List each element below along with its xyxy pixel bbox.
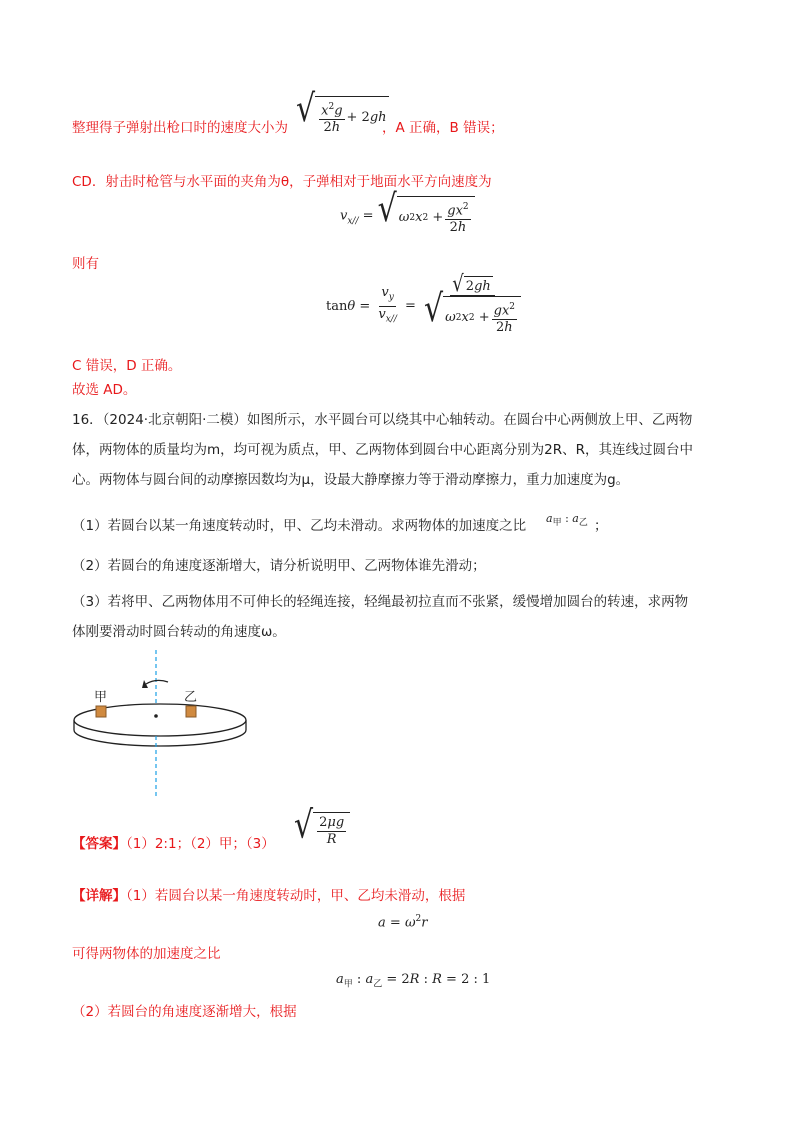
answer-text: （1）2:1；（2）甲；（3） <box>126 836 275 852</box>
formula-centripetal: $a = \omega^2r$ <box>378 914 428 931</box>
detail-line1 <box>72 886 465 906</box>
turntable-figure <box>66 650 266 800</box>
sub1-end: ； <box>594 518 608 534</box>
solution-conclusion: ，A 正确，B 错误； <box>382 120 504 136</box>
detail-line2: 可得两物体的加速度之比 <box>72 946 221 962</box>
question-16-line2: 体，两物体的质量均为m，均可视为质点，甲、乙两物体到圆台中心距离分别为2R、R，其连线过圆台中 <box>72 442 693 458</box>
label-jia: 甲 <box>94 690 108 705</box>
formula-tan-theta: tanθ = $\frac{v_y}{v_{x//}}$ = √ 2 gh √ ω 2 x 2 + $\frac{gx^2}{2h}$ <box>326 276 525 336</box>
sub1-text: （1）若圆台以某一角速度转动时，甲、乙均未滑动。求两物体的加速度之比 <box>72 518 527 534</box>
label-yi: 乙 <box>184 690 198 705</box>
turntable-center <box>154 714 158 718</box>
solution-cd-line: CD．射击时枪管与水平面的夹角为θ，子弹相对于地面水平方向速度为 <box>72 174 492 190</box>
question-16-sub2: （2）若圆台的角速度逐渐增大，请分析说明甲、乙两物体谁先滑动； <box>72 558 486 574</box>
turntable-diagram <box>66 650 266 800</box>
formula-ratio-result: $a_甲$ : $a_乙 = 2R$ : R = 2 : 1 <box>336 972 491 990</box>
answer-line <box>72 834 275 854</box>
formula-accel-ratio-small: $a_甲$ : $a_乙$ <box>546 512 588 529</box>
solution-cd-result: C 错误，D 正确。 <box>72 358 182 374</box>
detail-line3: （2）若圆台的角速度逐渐增大，根据 <box>72 1004 297 1020</box>
question-16-line1: 16．（2024·北京朝阳·二模）如图所示，水平圆台可以绕其中心轴转动。在圆台中心两侧放上甲、乙两物 <box>72 412 693 428</box>
block-yi <box>186 706 196 717</box>
formula-horizontal-velocity: $v_{x//}$ = √ ω 2 x 2 + $\frac{gx^2}{2h}$ <box>340 196 475 236</box>
solution-answer-choice: 故选 AD。 <box>72 382 137 398</box>
solution-then: 则有 <box>72 256 99 272</box>
detail-tag: 【详解】 <box>72 888 126 904</box>
question-16-sub1 <box>72 516 526 536</box>
question-16-line3: 心。两物体与圆台间的动摩擦因数均为μ，设最大静摩擦力等于滑动摩擦力，重力加速度为g。 <box>72 472 630 488</box>
question-16-sub3-line1: （3）若将甲、乙两物体用不可伸长的轻绳连接，轻绳最初拉直而不张紧，缓慢增加圆台的转速，求两物 <box>72 594 689 610</box>
solution-line-speed <box>72 118 288 138</box>
answer-tag: 【答案】 <box>72 836 126 852</box>
formula-muzzle-speed: √ $\frac{x^2g}{2h}$ + 2gh <box>296 87 387 136</box>
solution-text: 整理得子弹射出枪口时的速度大小为 <box>72 120 288 136</box>
block-jia <box>96 706 106 717</box>
rotation-arrow <box>146 680 168 684</box>
formula-answer-omega: √ $\frac{2\mu g}{R}$ <box>294 812 350 848</box>
question-16-sub3-line2: 体刚要滑动时圆台转动的角速度ω。 <box>72 624 286 640</box>
detail-text: （1）若圆台以某一角速度转动时，甲、乙均未滑动，根据 <box>126 888 466 904</box>
